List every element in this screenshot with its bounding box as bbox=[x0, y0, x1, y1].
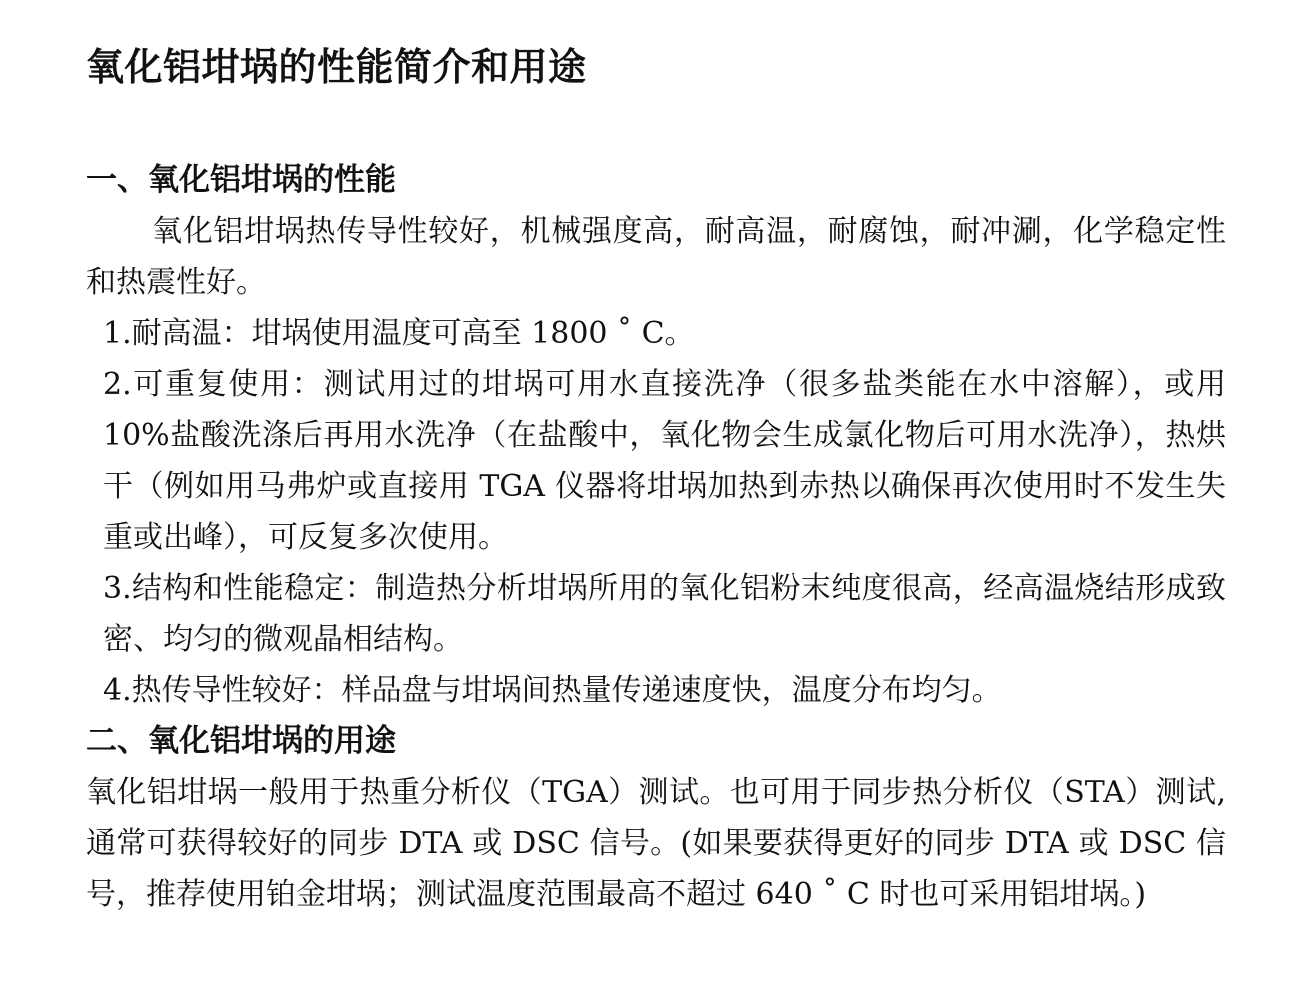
performance-intro-paragraph: 氧化铝坩埚热传导性较好，机械强度高，耐高温，耐腐蚀，耐冲涮，化学稳定性和热震性好。 bbox=[86, 214, 1226, 300]
document-body bbox=[86, 155, 1226, 920]
performance-item-high-temperature: 1.耐高温：坩埚使用温度可高至 1800 ˚ C。 bbox=[103, 316, 695, 351]
document-title: 氧化铝坩埚的性能简介和用途 bbox=[86, 45, 587, 89]
uses-paragraph: 氧化铝坩埚一般用于热重分析仪（TGA）测试。也可用于同步热分析仪（STA）测试, 通常可获得较好的同步 DTA 或 DSC 信号。(如果要获得更好的同步 DTA 或 DSC 信号，推荐使用铂金坩埚；测试温度范围最高不超过 640 ˚ C 时也可采用铝坩埚。) bbox=[86, 775, 1226, 912]
performance-item-heat-conduction: 4.热传导性较好：样品盘与坩埚间热量传递速度快，温度分布均匀。 bbox=[103, 673, 1002, 708]
section-heading-uses: 二、氧化铝坩埚的用途 bbox=[86, 723, 396, 759]
performance-item-stable-structure: 3.结构和性能稳定：制造热分析坩埚所用的氧化铝粉末纯度很高，经高温烧结形成致密、均匀的微观晶相结构。 bbox=[103, 571, 1226, 657]
performance-item-reusable: 2.可重复使用：测试用过的坩埚可用水直接洗净（很多盐类能在水中溶解），或用 10%盐酸洗涤后再用水洗净（在盐酸中，氧化物会生成氯化物后可用水洗净），热烘干（例如用马弗炉或直接用 TGA 仪器将坩埚加热到赤热以确保再次使用时不发生失重或出峰），可反复多次使用。 bbox=[103, 367, 1226, 555]
section-heading-performance: 一、氧化铝坩埚的性能 bbox=[86, 162, 396, 198]
